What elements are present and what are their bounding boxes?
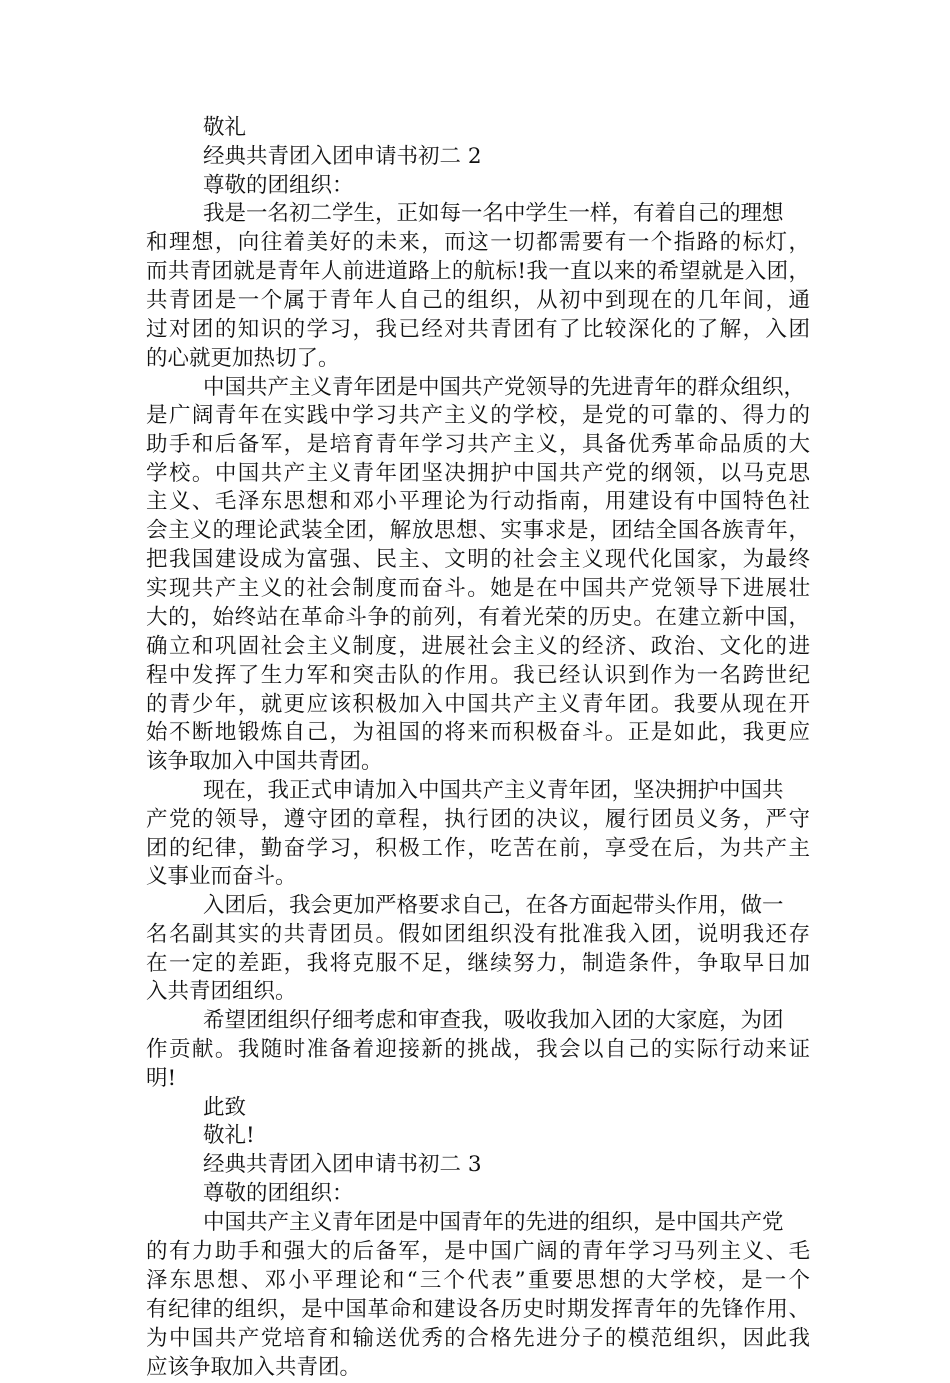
text-line: 实现共产主义的社会制度而奋斗。她是在中国共产党领导下进展壮	[146, 576, 810, 601]
text-line: 入团后，我会更加严格要求自己，在各方面起带头作用，做一	[203, 893, 784, 918]
text-line: 为中国共产党培育和输送优秀的合格先进分子的模范组织，因此我	[146, 1326, 810, 1351]
text-line: 此致	[203, 1095, 247, 1120]
text-line: 应该争取加入共青团。	[146, 1355, 362, 1380]
text-line: 经典共青团入团申请书初二 2	[203, 144, 482, 169]
text-line: 中国共产主义青年团是中国共产党领导的先进青年的群众组织，	[203, 375, 806, 400]
text-line: 程中发挥了生力军和突击队的作用。我已经认识到作为一名跨世纪	[146, 663, 810, 688]
text-line: 名名副其实的共青团员。假如团组织没有批准我入团，说明我还存	[146, 922, 810, 947]
text-line: 会主义的理论武装全团，解放思想、实事求是，团结全国各族青年，	[146, 518, 810, 543]
text-line: 希望团组织仔细考虑和审查我，吸收我加入团的大家庭，为团	[203, 1008, 784, 1033]
text-line: 主义、毛泽东思想和邓小平理论为行动指南，用建设有中国特色社	[146, 489, 810, 514]
text-line: 而共青团就是青年人前进道路上的航标!我一直以来的希望就是入团，	[146, 259, 810, 284]
text-line: 尊敬的团组织：	[203, 1181, 354, 1206]
text-line: 经典共青团入团申请书初二 3	[203, 1152, 482, 1177]
text-line: 确立和巩固社会主义制度，进展社会主义的经济、政治、文化的进	[146, 634, 810, 659]
text-line: 该争取加入中国共青团。	[146, 749, 383, 774]
text-line: 是广阔青年在实践中学习共产主义的学校，是党的可靠的、得力的	[146, 403, 810, 428]
text-line: 尊敬的团组织：	[203, 173, 354, 198]
text-line: 现在，我正式申请加入中国共产主义青年团，坚决拥护中国共	[203, 778, 784, 803]
text-line: 始不断地锻炼自己，为祖国的将来而积极奋斗。正是如此，我更应	[146, 720, 810, 745]
text-line: 团的纪律，勤奋学习，积极工作，吃苦在前，享受在后，为共产主	[146, 836, 810, 861]
text-line: 入共青团组织。	[146, 979, 297, 1004]
text-line: 中国共产主义青年团是中国青年的先进的组织，是中国共产党	[203, 1210, 784, 1235]
text-line: 过对团的知识的学习，我已经对共青团有了比较深化的了解，入团	[146, 317, 810, 342]
text-line: 在一定的差距，我将克服不足，继续努力，制造条件，争取早日加	[146, 951, 810, 976]
text-line: 学校。中国共产主义青年团坚决拥护中国共产党的纲领，以马克思	[146, 461, 810, 486]
text-line: 的青少年，就更应该积极加入中国共产主义青年团。我要从现在开	[146, 692, 810, 717]
text-line: 作贡献。我随时准备着迎接新的挑战，我会以自己的实际行动来证	[146, 1037, 810, 1062]
text-line: 有纪律的组织，是中国革命和建设各历史时期发挥青年的先锋作用、	[146, 1297, 810, 1322]
text-line: 的心就更加热切了。	[146, 346, 340, 371]
text-line: 的有力助手和强大的后备军，是中国广阔的青年学习马列主义、毛	[146, 1239, 810, 1264]
text-line: 把我国建设成为富强、民主、文明的社会主义现代化国家，为最终	[146, 547, 810, 572]
text-line: 义事业而奋斗。	[146, 864, 297, 889]
text-line: 大的，始终站在革命斗争的前列，有着光荣的历史。在建立新中国，	[146, 605, 810, 630]
text-line: 敬礼!	[203, 1123, 255, 1148]
text-line: 泽东思想、邓小平理论和“三个代表”重要思想的大学校，是一个	[146, 1268, 810, 1293]
text-line: 助手和后备军，是培育青年学习共产主义，具备优秀革命品质的大	[146, 432, 810, 457]
text-line: 共青团是一个属于青年人自己的组织，从初中到现在的几年间，通	[146, 288, 810, 313]
text-line: 敬礼	[203, 115, 247, 140]
text-line: 产党的领导，遵守团的章程，执行团的决议，履行团员义务，严守	[146, 807, 810, 832]
text-line: 我是一名初二学生，正如每一名中学生一样，有着自己的理想	[203, 201, 784, 226]
text-line: 明!	[146, 1066, 177, 1091]
text-line: 和理想，向往着美好的未来，而这一切都需要有一个指路的标灯，	[146, 230, 810, 255]
